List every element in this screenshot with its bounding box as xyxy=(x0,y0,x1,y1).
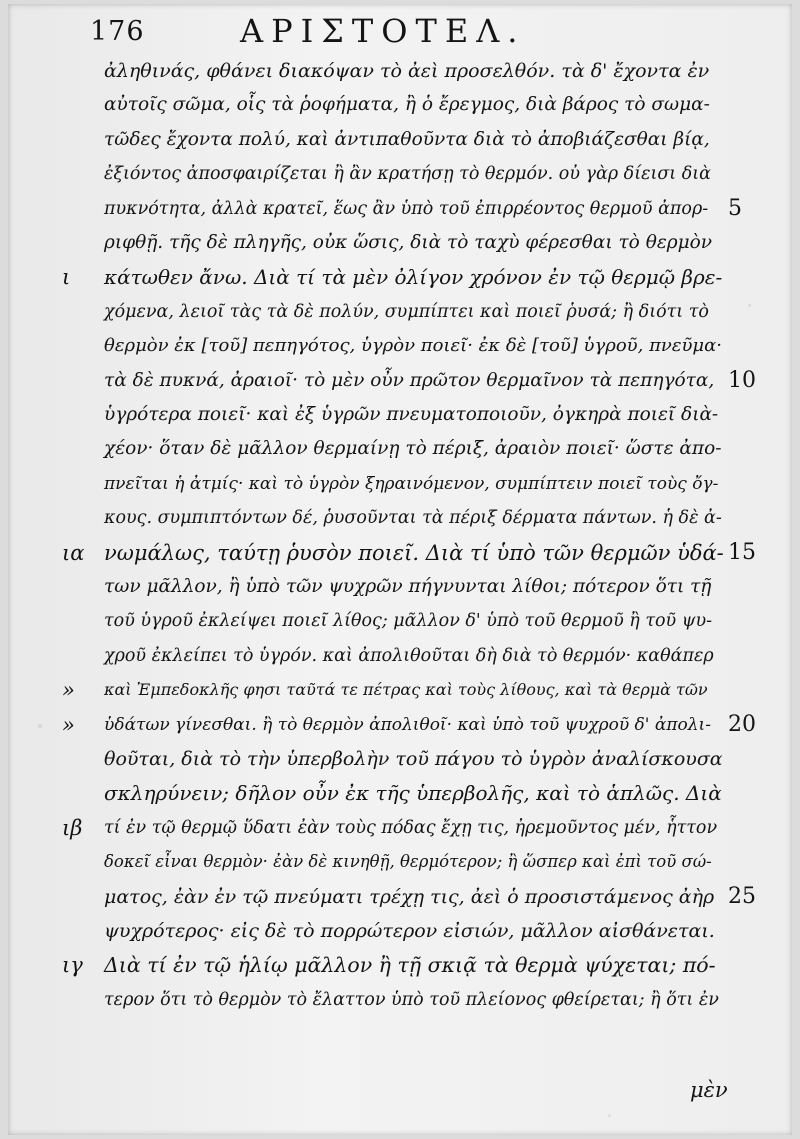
text-line: χέον· ὅταν δὲ μᾶλλον θερμαίνῃ τὸ πέριξ, ἀραιὸν ποιεῖ· ὥστε ἀπο- xyxy=(104,438,722,460)
text-line: τὰ δὲ πυκνά, ἀραιοῖ· τὸ μὲν οὖν πρῶτον θερμαῖνον τὰ πεπηγότα, xyxy=(104,369,715,391)
line-number: 10 xyxy=(728,367,756,393)
paper-speck xyxy=(608,1114,611,1117)
margin-mark: ιβ xyxy=(62,815,83,840)
margin-mark: ια xyxy=(62,540,85,565)
text-line: ψυχρότερος· εἰς δὲ τὸ πορρώτερον εἰσιών, μᾶλλον αἰσθάνεται. xyxy=(104,920,715,942)
text-line: νωμάλως, ταύτῃ ῥυσὸν ποιεῖ. Διὰ τί ὑπὸ τῶν θερμῶν ὑδά- xyxy=(104,540,724,565)
text-line: θοῦται, διὰ τὸ τὴν ὑπερβολὴν τοῦ πάγου τὸ ὑγρὸν ἀναλίσκουσα xyxy=(104,748,723,770)
text-line: ἐξιόντος ἀποσφαιρίζεται ἢ ἂν κρατήσῃ τὸ θερμόν. οὐ γὰρ δίεισι διὰ xyxy=(104,164,711,185)
text-line: ἀληθινάς, φθάνει διακόψαν τὸ ἀεὶ προσελθόν. τὰ δ' ἔχοντα ἐν xyxy=(104,60,710,82)
text-line: ὑδάτων γίνεσθαι. ἢ τὸ θερμὸν ἀπολιθοῖ· καὶ ὑπὸ τοῦ ψυχροῦ δ' ἀπολι- xyxy=(104,714,711,735)
margin-mark: ιγ xyxy=(62,953,83,978)
text-line: αὐτοῖς σῶμα, οἷς τὰ ῥοφήματα, ἢ ὁ ἔρεγμος, διὰ βάρος τὸ σωμα- xyxy=(104,94,710,116)
margin-mark: » xyxy=(62,712,75,737)
text-line: τοῦ ὑγροῦ ἐκλείψει ποιεῖ λίθος; μᾶλλον δ' ὑπὸ τοῦ θερμοῦ ἢ τοῦ ψυ- xyxy=(104,611,713,632)
text-line: καὶ Ἐμπεδοκλῆς φησι ταῦτά τε πέτρας καὶ τοὺς λίθους, καὶ τὰ θερμὰ τῶν xyxy=(104,680,708,700)
text-line: θερμὸν ἐκ [τοῦ] πεπηγότος, ὑγρὸν ποιεῖ· ἐκ δὲ [τοῦ] ὑγροῦ, πνεῦμα· xyxy=(104,335,723,357)
text-line: πυκνότητα, ἀλλὰ κρατεῖ, ἕως ἂν ὑπὸ τοῦ ἐπιρρέοντος θερμοῦ ἀπορ- xyxy=(104,198,709,219)
text-line: ματος, ἐὰν ἐν τῷ πνεύματι τρέχῃ τις, ἀεὶ ὁ προσιστάμενος ἀὴρ xyxy=(104,885,715,908)
text-line: σκληρύνειν; δῆλον οὖν ἐκ τῆς ὑπερβολῆς, καὶ τὸ ἁπλῶς. Διὰ xyxy=(104,781,722,806)
book-page xyxy=(8,4,792,1135)
paper-speck xyxy=(38,724,42,728)
margin-mark: ι xyxy=(62,265,71,290)
line-number: 15 xyxy=(728,539,756,565)
text-line: τῶδες ἔχοντα πολύ, καὶ ἀντιπαθοῦντα διὰ τὸ ἀποβιάζεσθαι βίᾳ, xyxy=(104,128,710,150)
text-line: τί ἐν τῷ θερμῷ ὕδατι ἐὰν τοὺς πόδας ἔχῃ τις, ἠρεμοῦντος μέν, ἧττον xyxy=(104,817,718,838)
text-line: των μᾶλλον, ἢ ὑπὸ τῶν ψυχρῶν πήγνυνται λίθοι; πότερον ὅτι τῇ xyxy=(104,576,712,597)
margin-mark: » xyxy=(62,678,75,703)
running-head: ΑΡΙΣΤΟΤΕΛ. xyxy=(240,12,526,50)
paper-speck xyxy=(748,304,751,307)
text-line: ὑγρότερα ποιεῖ· καὶ ἐξ ὑγρῶν πνευματοποιοῦν, ὀγκηρὰ ποιεῖ διὰ- xyxy=(104,404,719,425)
page-number: 176 xyxy=(90,16,145,47)
text-line: ριφθῇ. τῆς δὲ πληγῆς, οὐκ ὥσις, διὰ τὸ ταχὺ φέρεσθαι τὸ θερμὸν xyxy=(104,232,713,253)
catchword: μὲν xyxy=(690,1078,728,1102)
text-line: κάτωθεν ἄνω. Διὰ τί τὰ μὲν ὀλίγον χρόνον ἐν τῷ θερμῷ βρε- xyxy=(104,265,723,290)
text-line: κους. συμπιπτόντων δέ, ῥυσοῦνται τὰ πέριξ δέρματα πάντων. ἡ δὲ ἀ- xyxy=(104,508,722,529)
text-line: δοκεῖ εἶναι θερμὸν· ἐὰν δὲ κινηθῇ, θερμότερον; ἢ ὥσπερ καὶ ἐπὶ τοῦ σώ- xyxy=(104,852,712,872)
text-line: χροῦ ἐκλείπει τὸ ὑγρόν. καὶ ἀπολιθοῦται δὴ διὰ τὸ θερμόν· καθάπερ xyxy=(104,645,714,666)
line-number: 5 xyxy=(728,195,742,221)
text-block xyxy=(8,4,792,1135)
text-line: πνεῖται ἡ ἀτμίς· καὶ τὸ ὑγρὸν ξηραινόμενον, συμπίπτειν ποιεῖ τοὺς ὄγ- xyxy=(104,473,719,494)
line-number: 20 xyxy=(728,711,756,737)
text-line: Διὰ τί ἐν τῷ ἡλίῳ μᾶλλον ἢ τῇ σκιᾷ τὰ θερμὰ ψύχεται; πό- xyxy=(104,953,716,978)
text-line: χόμενα, λειοῖ τὰς τὰ δὲ πολύν, συμπίπτει καὶ ποιεῖ ῥυσά; ἢ διότι τὸ xyxy=(104,301,709,322)
text-line: τερον ὅτι τὸ θερμὸν τὸ ἔλαττον ὑπὸ τοῦ πλείονος φθείρεται; ἢ ὅτι ἐν xyxy=(104,989,719,1010)
line-number: 25 xyxy=(728,883,756,909)
